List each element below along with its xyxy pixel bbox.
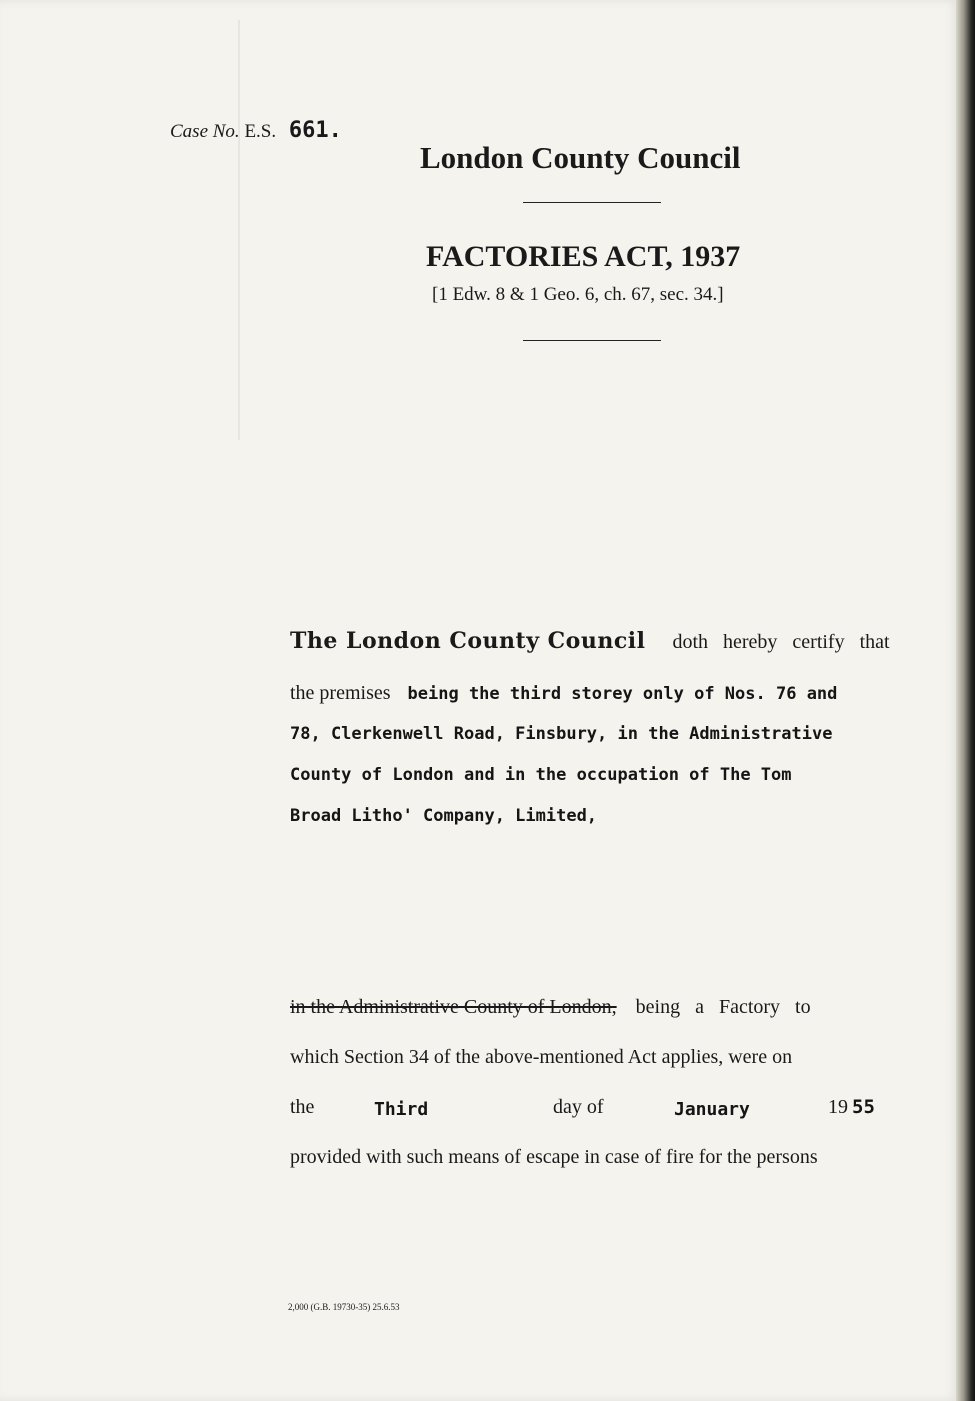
means-of-escape-line: provided with such means of escape in case of fire for the persons [290,1146,818,1168]
case-number-label [170,118,342,143]
divider-rule [523,340,661,341]
factory-line [290,996,811,1019]
issuer-name: The London County Council [290,628,646,654]
date-day-of: day of [553,1096,604,1118]
section-line: which Section 34 of the above-mentioned Act applies, were on [290,1046,793,1068]
typed-premises-line: County of London and in the occupation of The Tom [290,765,792,785]
typed-premises-line: 78, Clerkenwell Road, Finsbury, in the Administrative [290,724,833,744]
act-title: FACTORIES ACT, 1937 [426,240,741,273]
act-reference: [1 Edw. 8 & 1 Geo. 6, ch. 67, sec. 34.] [432,284,724,305]
date-month: January [674,1099,750,1120]
date-year-prefix: 19 [828,1096,848,1118]
date-the: the [290,1096,315,1118]
factory-clause: being a Factory to [635,996,811,1018]
premises-label: the premises [290,682,391,704]
struck-text: in the Administrative County of London, [290,996,617,1018]
case-series: E.S. [244,121,277,142]
certify-text: doth hereby certify that [672,631,890,653]
typed-premises-line: being the third storey only of Nos. 76 and [407,684,838,704]
date-year [828,1096,875,1119]
date-year-suffix: 55 [852,1096,875,1118]
print-code: 2,000 (G.B. 19730-35) 25.6.53 [288,1302,400,1312]
page-edge [956,0,975,1401]
certificate-opening [290,628,890,654]
typed-premises-line: Broad Litho' Company, Limited, [290,806,598,826]
case-prefix: Case No. [170,121,240,142]
premises-line [290,682,837,705]
date-day: Third [374,1099,429,1120]
case-number: 661. [288,118,342,143]
page-fold [238,20,240,440]
council-title: London County Council [420,140,741,175]
divider-rule [523,202,661,203]
